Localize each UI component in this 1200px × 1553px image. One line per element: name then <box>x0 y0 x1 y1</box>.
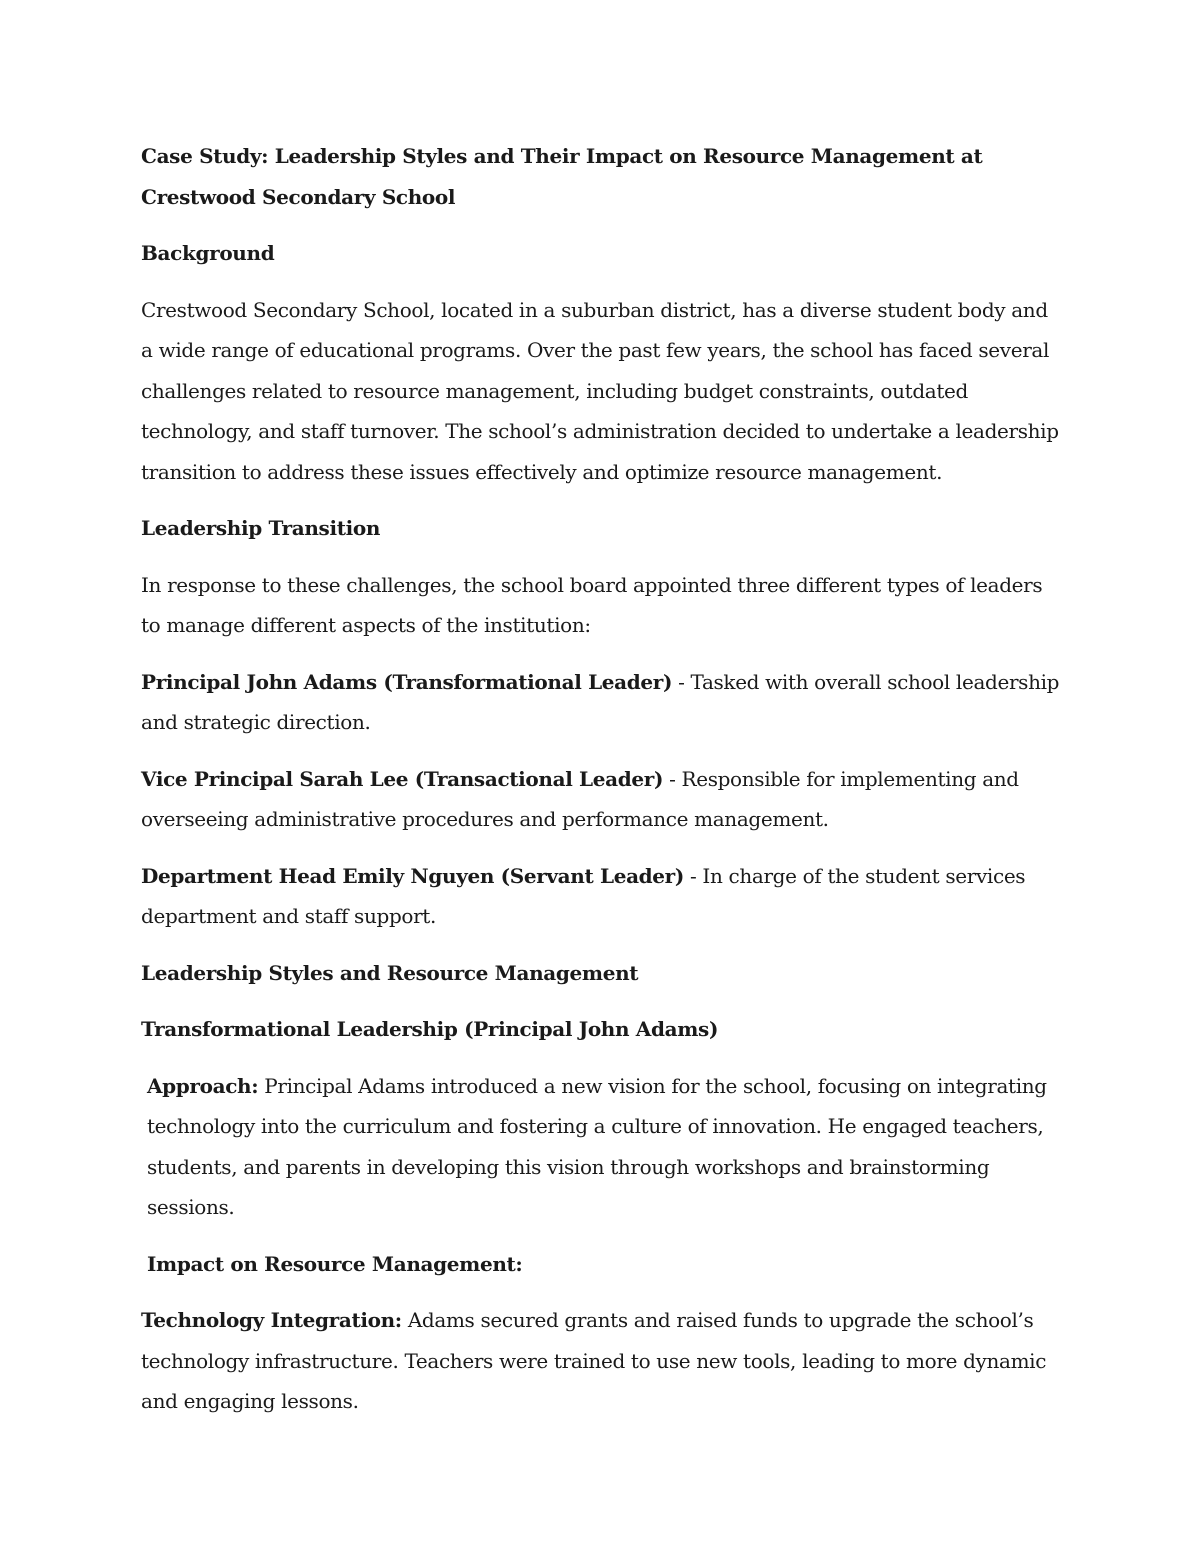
leader-name: Vice Principal Sarah Lee (Transactional Leader) <box>141 766 664 791</box>
document-page <box>141 136 1061 1438</box>
document-title: Case Study: Leadership Styles and Their Impact on Resource Management at Crestwood Secondary School <box>141 144 983 209</box>
leader-item-lee <box>141 759 1061 840</box>
approach-paragraph <box>141 1066 1061 1228</box>
impact-heading: Impact on Resource Management: <box>147 1251 523 1276</box>
leader-description: - Responsible for implementing and overseeing administrative procedures and performance management. <box>141 766 1019 831</box>
background-paragraph: Crestwood Secondary School, located in a suburban district, has a diverse student body and a wide range of educational programs. Over the past few years, the school has faced several challenges related to resource management, including budget constraints, outdated technology, and staff turnover. The school’s administration decided to undertake a leadership transition to address these issues effectively and optimize resource management. <box>141 297 1059 484</box>
styles-heading: Leadership Styles and Resource Management <box>141 960 639 985</box>
transformational-heading: Transformational Leadership (Principal John Adams) <box>141 1017 719 1041</box>
approach-label: Approach: <box>147 1073 259 1098</box>
approach-text: Principal Adams introduced a new vision for the school, focusing on integrating technology into the curriculum and fostering a culture of innovation. He engaged teachers, students, and parents in developing this vision through workshops and brainstorming sessions. <box>147 1073 1047 1219</box>
transition-heading: Leadership Transition <box>141 516 381 540</box>
leader-description: - Tasked with overall school leadership and strategic direction. <box>141 669 1060 734</box>
tech-paragraph <box>141 1300 1061 1422</box>
leader-item-nguyen <box>141 856 1061 937</box>
leader-description: - In charge of the student services department and staff support. <box>141 863 1026 928</box>
leader-name: Principal John Adams (Transformational Leader) <box>141 669 673 694</box>
transition-paragraph: In response to these challenges, the school board appointed three different types of leaders to manage different aspects of the institution: <box>141 572 1043 637</box>
background-heading: Background <box>141 241 275 265</box>
tech-text: Adams secured grants and raised funds to upgrade the school’s technology infrastructure. Teachers were trained to use new tools, leading to more dynamic and engaging lessons. <box>141 1308 1047 1413</box>
leader-name: Department Head Emily Nguyen (Servant Leader) <box>141 863 684 888</box>
leader-item-adams <box>141 662 1061 743</box>
tech-label: Technology Integration: <box>141 1308 402 1332</box>
